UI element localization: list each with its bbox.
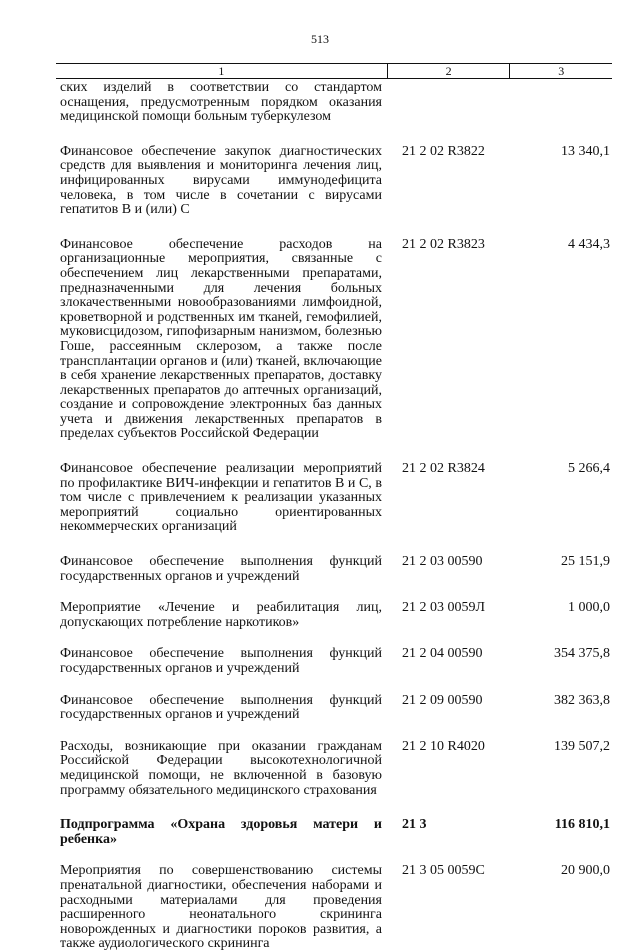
table-row <box>56 601 612 630</box>
row-amount: 25 151,9 <box>561 554 610 570</box>
row-amount: 139 507,2 <box>554 738 610 754</box>
row-code <box>388 81 510 125</box>
row-amount: 354 375,8 <box>554 646 610 662</box>
row-description: Финансовое обеспечение расходов на организационные мероприятия, связанные с обеспечением лиц лекарственными препаратами, предназначенными для лечения больных злокачественными новообразованиями лимфоидной, кроветворной и родственных им тканей, гемофилией, муковисцидозом, гипофизарным нанизмом, болезнью Гоше, рассеянным склерозом, а также после трансплантации органов и (или) тканей, включающие в себя хранение лекарственных препаратов, доставку лекарственных препаратов до аптечных организаций, создание и сопровождение электронных баз данных учета и движения лекарственных препаратов в пределах субъектов Российской Федерации <box>60 236 382 442</box>
table-header <box>56 64 612 79</box>
table-row <box>56 694 612 723</box>
table-row <box>56 462 612 535</box>
row-code: 21 2 10 R4020 <box>402 738 485 754</box>
table-row-subprogram <box>56 818 612 847</box>
table-row <box>56 145 612 218</box>
row-code: 21 2 09 00590 <box>402 692 483 708</box>
row-code: 21 2 02 R3824 <box>402 461 485 477</box>
row-description: Мероприятие «Лечение и реабилитация лиц, допускающих потребление наркотиков» <box>60 600 382 630</box>
page-number: 513 <box>311 32 329 46</box>
row-amount: 1 000,0 <box>568 600 610 616</box>
row-amount: 5 266,4 <box>568 461 610 477</box>
row-code: 21 2 02 R3823 <box>402 236 485 252</box>
row-description: Финансовое обеспечение реализации мероприятий по профилактике ВИЧ-инфекции и гепатитов В и С, в том числе с привлечением к реализации указанных мероприятий социально ориентированных некоммерческих организаций <box>60 461 382 535</box>
row-amount: 116 810,1 <box>554 817 610 833</box>
row-description: Мероприятия по совершенствованию системы пренатальной диагностики, обеспечения наборами и расходными материалами для проведения расширенного неонатального скрининга новорожденных и диагностики пороков развития, а также аудиологического скрининга <box>60 863 382 952</box>
row-description: Финансовое обеспечение выполнения функций государственных органов и учреждений <box>60 554 382 584</box>
column-header-3: 3 <box>558 64 565 78</box>
row-amount <box>510 81 612 125</box>
row-amount: 20 900,0 <box>561 863 610 879</box>
row-amount: 13 340,1 <box>561 143 610 159</box>
row-description: Финансовое обеспечение выполнения функций государственных органов и учреждений <box>60 692 382 723</box>
row-description: Расходы, возникающие при оказании гражданам Российской Федерации высокотехнологичной медицинской помощи, не включенной в базовую программу обязательного медицинского страхования <box>60 738 382 798</box>
row-code: 21 2 03 00590 <box>402 554 483 570</box>
row-code: 21 2 04 00590 <box>402 646 483 662</box>
row-amount: 4 434,3 <box>568 236 610 252</box>
row-description: Финансовое обеспечение закупок диагностических средств для выявления и мониторинга лечения лиц, инфицированных вирусами иммунодефицита человека, в том числе в сочетании с вирусами гепатитов В и (или) С <box>60 143 382 218</box>
row-code: 21 3 <box>402 817 427 833</box>
table-row <box>56 647 612 676</box>
table-row <box>56 864 612 952</box>
column-header-2: 2 <box>388 64 511 78</box>
row-description: Подпрограмма «Охрана здоровья матери и ребенка» <box>60 817 382 847</box>
budget-table <box>56 63 612 952</box>
table-row <box>56 81 612 125</box>
column-header-1: 1 <box>56 64 388 78</box>
row-amount: 382 363,8 <box>554 692 610 708</box>
table-row <box>56 555 612 584</box>
row-code: 21 2 03 0059Л <box>402 600 485 616</box>
row-code: 21 3 05 0059С <box>402 863 485 879</box>
row-description: ских изделий в соответствии со стандартом оснащения, предусмотренным порядком оказания медицинской помощи больным туберкулезом <box>60 80 382 125</box>
table-row <box>56 238 612 442</box>
row-description: Финансовое обеспечение выполнения функций государственных органов и учреждений <box>60 646 382 676</box>
table-row <box>56 740 612 798</box>
row-code: 21 2 02 R3822 <box>402 143 485 159</box>
